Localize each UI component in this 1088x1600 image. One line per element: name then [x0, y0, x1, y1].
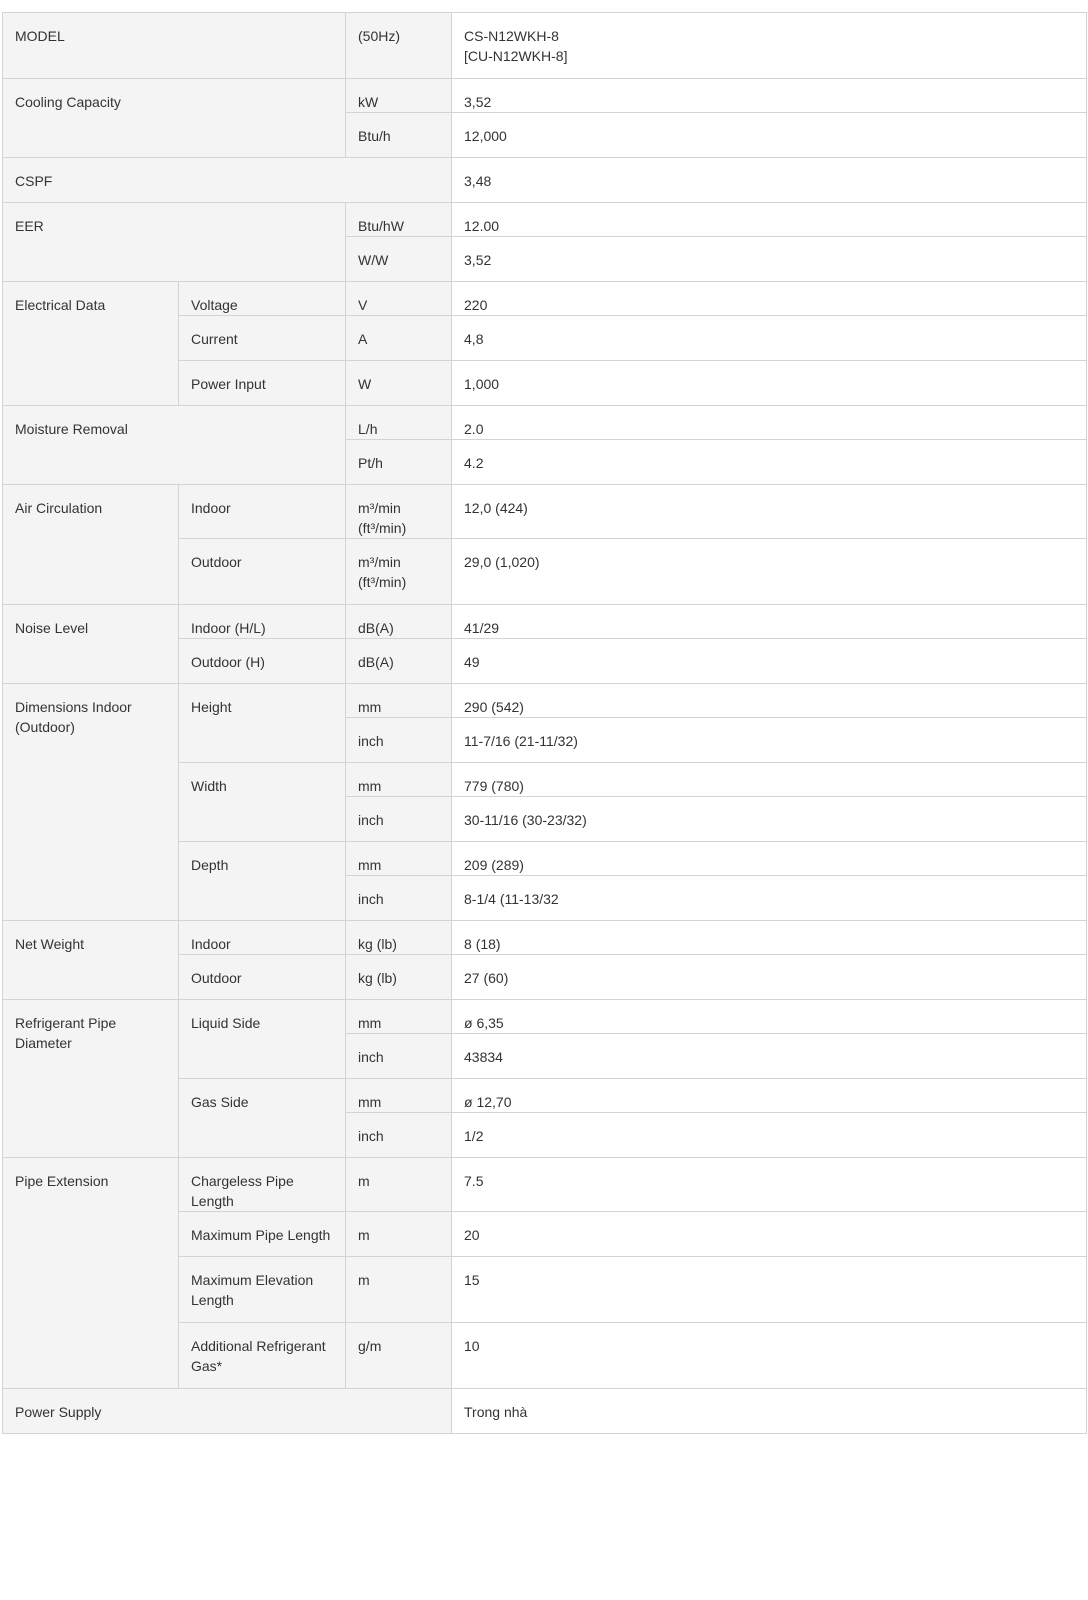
power-input-unit: W: [346, 361, 452, 406]
noise-indoor-unit: dB(A): [346, 605, 452, 639]
height-label: Height: [179, 684, 346, 763]
air-indoor-value: 12,0 (424): [452, 485, 1087, 539]
cooling-unit-btu: Btu/h: [346, 113, 452, 158]
gas-value-mm: ø 12,70: [452, 1079, 1087, 1113]
row-weight-indoor: [3, 921, 1087, 955]
air-indoor-unit-line2: (ft³/min): [358, 520, 407, 536]
row-model: [3, 13, 1087, 79]
noise-outdoor-label: Outdoor (H): [179, 639, 346, 684]
moisture-unit-pth: Pt/h: [346, 440, 452, 485]
weight-outdoor-value: 27 (60): [452, 955, 1087, 1000]
eer-unit-ww: W/W: [346, 237, 452, 282]
liquid-side-label: Liquid Side: [179, 1000, 346, 1079]
cspf-value: 3,48: [452, 158, 1087, 203]
cooling-value-btu: 12,000: [452, 113, 1087, 158]
refrigerant-pipe-label: [3, 1000, 179, 1158]
specifications-table: [2, 12, 1087, 1434]
air-outdoor-unit-line2: (ft³/min): [358, 574, 407, 590]
power-supply-label: Power Supply: [3, 1389, 452, 1434]
width-value-mm: 779 (780): [452, 763, 1087, 797]
width-unit-mm: mm: [346, 763, 452, 797]
chargeless-label-line2: Length: [191, 1193, 234, 1209]
width-label: Width: [179, 763, 346, 842]
moisture-unit-lh: L/h: [346, 406, 452, 440]
air-indoor-label: Indoor: [179, 485, 346, 539]
current-value: 4,8: [452, 316, 1087, 361]
height-value-mm: 290 (542): [452, 684, 1087, 718]
row-eer-btuhw: [3, 203, 1087, 237]
gas-value-inch: 1/2: [452, 1113, 1087, 1158]
weight-indoor-unit: kg (lb): [346, 921, 452, 955]
chargeless-value: 7.5: [452, 1158, 1087, 1212]
weight-outdoor-unit: kg (lb): [346, 955, 452, 1000]
eer-value-ww: 3,52: [452, 237, 1087, 282]
weight-indoor-value: 8 (18): [452, 921, 1087, 955]
weight-indoor-label: Indoor: [179, 921, 346, 955]
voltage-unit: V: [346, 282, 452, 316]
height-unit-inch: inch: [346, 718, 452, 763]
chargeless-label: [179, 1158, 346, 1212]
eer-value-btuhw: 12.00: [452, 203, 1087, 237]
depth-value-inch: 8-1/4 (11-13/32: [452, 876, 1087, 921]
max-elevation-unit: m: [346, 1257, 452, 1323]
moisture-value-pth: 4.2: [452, 440, 1087, 485]
max-pipe-label: Maximum Pipe Length: [179, 1212, 346, 1257]
depth-unit-inch: inch: [346, 876, 452, 921]
refrigerant-pipe-label-line2: Diameter: [15, 1035, 72, 1051]
liquid-value-mm: ø 6,35: [452, 1000, 1087, 1034]
max-elevation-label-line1: Maximum Elevation: [191, 1272, 314, 1288]
net-weight-label: Net Weight: [3, 921, 179, 1000]
eer-unit-btuhw: Btu/hW: [346, 203, 452, 237]
additional-gas-unit: g/m: [346, 1323, 452, 1389]
model-value-line1: CS-N12WKH-8: [464, 28, 559, 44]
liquid-unit-inch: inch: [346, 1034, 452, 1079]
row-noise-indoor: [3, 605, 1087, 639]
row-dim-height-mm: [3, 684, 1087, 718]
air-outdoor-value: 29,0 (1,020): [452, 539, 1087, 605]
chargeless-label-line1: Chargeless Pipe: [191, 1173, 294, 1189]
width-unit-inch: inch: [346, 797, 452, 842]
pipe-extension-label: Pipe Extension: [3, 1158, 179, 1389]
model-value: [452, 13, 1087, 79]
max-elevation-value: 15: [452, 1257, 1087, 1323]
height-unit-mm: mm: [346, 684, 452, 718]
row-power-supply: [3, 1389, 1087, 1434]
row-moisture-lh: [3, 406, 1087, 440]
moisture-label: Moisture Removal: [3, 406, 346, 485]
model-unit: (50Hz): [346, 13, 452, 79]
weight-outdoor-label: Outdoor: [179, 955, 346, 1000]
air-circulation-label: Air Circulation: [3, 485, 179, 605]
current-label: Current: [179, 316, 346, 361]
row-cspf: [3, 158, 1087, 203]
air-outdoor-unit-line1: m³/min: [358, 554, 401, 570]
gas-unit-mm: mm: [346, 1079, 452, 1113]
row-electrical-voltage: [3, 282, 1087, 316]
moisture-value-lh: 2.0: [452, 406, 1087, 440]
row-pipe-liquid-mm: [3, 1000, 1087, 1034]
max-elevation-label: [179, 1257, 346, 1323]
model-label: MODEL: [3, 13, 346, 79]
additional-gas-value: 10: [452, 1323, 1087, 1389]
liquid-value-inch: 43834: [452, 1034, 1087, 1079]
additional-gas-label: [179, 1323, 346, 1389]
row-cooling-kw: [3, 79, 1087, 113]
depth-unit-mm: mm: [346, 842, 452, 876]
refrigerant-pipe-label-line1: Refrigerant Pipe: [15, 1015, 117, 1031]
air-outdoor-label: Outdoor: [179, 539, 346, 605]
depth-value-mm: 209 (289): [452, 842, 1087, 876]
chargeless-unit: m: [346, 1158, 452, 1212]
additional-gas-label-line1: Additional Refrigerant: [191, 1338, 326, 1354]
air-indoor-unit-line1: m³/min: [358, 500, 401, 516]
dimensions-label-line2: (Outdoor): [15, 719, 75, 735]
noise-outdoor-value: 49: [452, 639, 1087, 684]
cspf-label: CSPF: [3, 158, 452, 203]
noise-indoor-label: Indoor (H/L): [179, 605, 346, 639]
eer-label: EER: [3, 203, 346, 282]
current-unit: A: [346, 316, 452, 361]
noise-outdoor-unit: dB(A): [346, 639, 452, 684]
noise-indoor-value: 41/29: [452, 605, 1087, 639]
additional-gas-label-line2: Gas*: [191, 1358, 223, 1374]
noise-label: Noise Level: [3, 605, 179, 684]
model-value-line2: [CU-N12WKH-8]: [464, 48, 568, 64]
electrical-label: Electrical Data: [3, 282, 179, 406]
depth-label: Depth: [179, 842, 346, 921]
row-air-indoor: [3, 485, 1087, 539]
max-pipe-unit: m: [346, 1212, 452, 1257]
voltage-label: Voltage: [179, 282, 346, 316]
width-value-inch: 30-11/16 (30-23/32): [452, 797, 1087, 842]
max-elevation-label-line2: Length: [191, 1292, 234, 1308]
max-pipe-value: 20: [452, 1212, 1087, 1257]
voltage-value: 220: [452, 282, 1087, 316]
air-indoor-unit: [346, 485, 452, 539]
power-supply-value: Trong nhà: [452, 1389, 1087, 1434]
cooling-unit-kw: kW: [346, 79, 452, 113]
gas-unit-inch: inch: [346, 1113, 452, 1158]
cooling-value-kw: 3,52: [452, 79, 1087, 113]
row-pipe-chargeless: [3, 1158, 1087, 1212]
dimensions-label: [3, 684, 179, 921]
height-value-inch: 11-7/16 (21-11/32): [452, 718, 1087, 763]
power-input-value: 1,000: [452, 361, 1087, 406]
air-outdoor-unit: [346, 539, 452, 605]
liquid-unit-mm: mm: [346, 1000, 452, 1034]
gas-side-label: Gas Side: [179, 1079, 346, 1158]
dimensions-label-line1: Dimensions Indoor: [15, 699, 132, 715]
power-input-label: Power Input: [179, 361, 346, 406]
cooling-capacity-label: Cooling Capacity: [3, 79, 346, 158]
